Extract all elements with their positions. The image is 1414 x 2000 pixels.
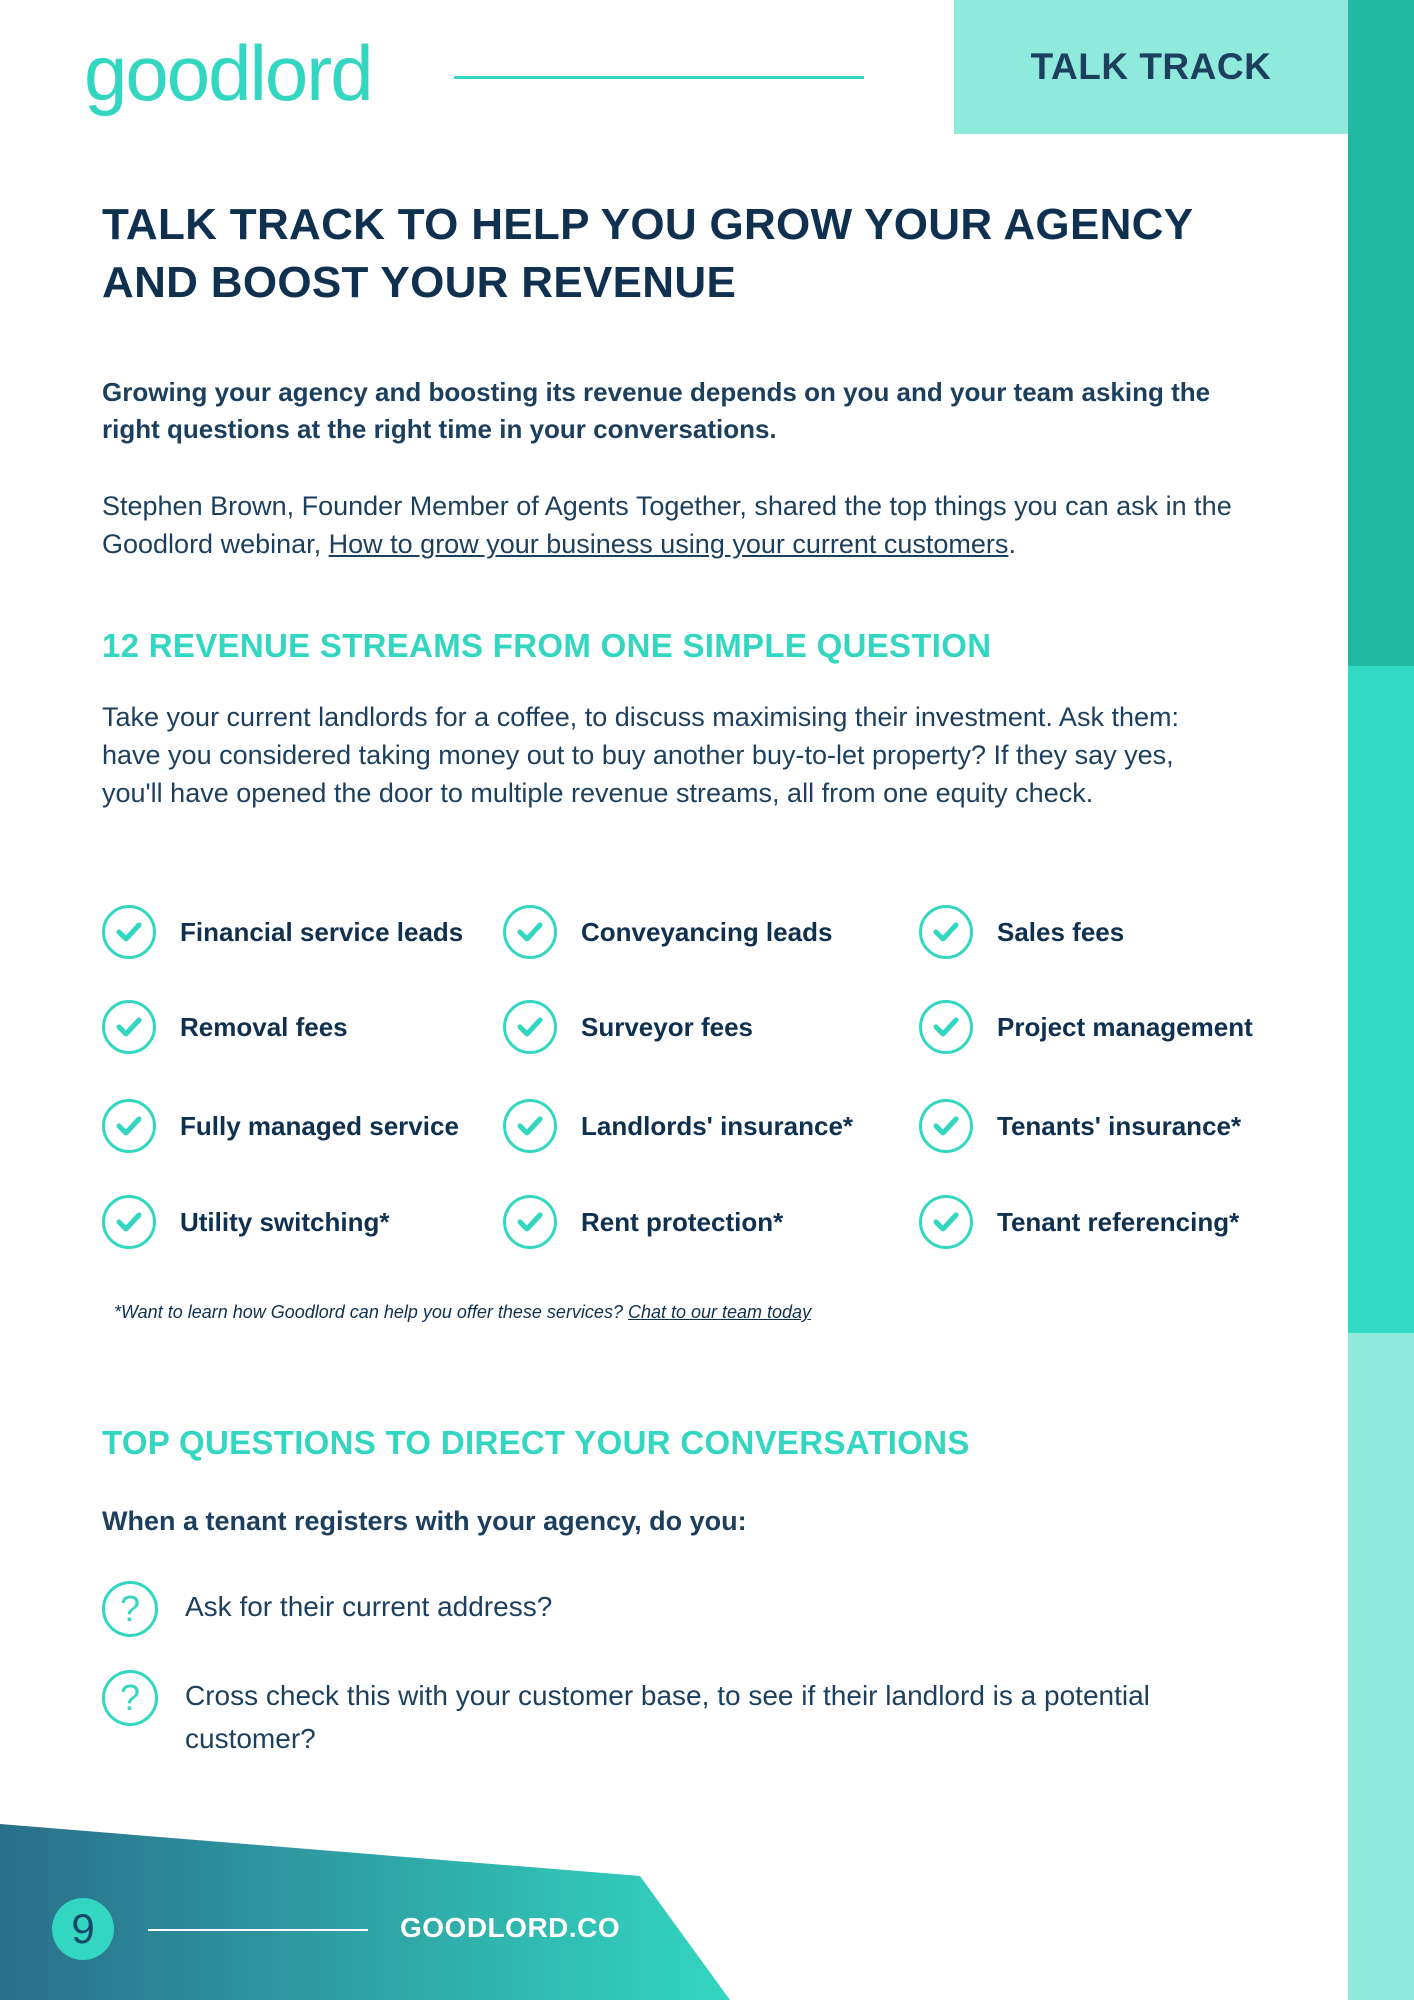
stream-item (919, 903, 1124, 961)
chat-to-team-link[interactable]: Chat to our team today (627, 1302, 812, 1322)
question-circle-icon: ? (102, 1670, 158, 1726)
intro-paragraph (102, 487, 1272, 563)
footnote-text: *Want to learn how Goodlord can help you offer these services? (114, 1302, 628, 1322)
page-number-badge: 9 (52, 1898, 114, 1960)
intro-lead: Growing your agency and boosting its revenue depends on you and your team asking the right questions at the right time in your conversations. (102, 377, 1211, 444)
check-circle-icon (102, 1000, 156, 1054)
questions-intro: When a tenant registers with your agency, do you: (102, 1506, 747, 1536)
stream-label: Tenants' insurance* (997, 1110, 1242, 1141)
stream-label: Project management (997, 1011, 1253, 1042)
stream-label: Removal fees (180, 1011, 348, 1042)
stream-label: Tenant referencing* (997, 1206, 1240, 1237)
side-strip-bottom (1348, 1333, 1414, 2000)
stream-label: Financial service leads (180, 916, 464, 947)
stream-item (102, 1097, 459, 1155)
stream-item (503, 903, 832, 961)
question-item (102, 1670, 1252, 1760)
intro-text-end: . (1008, 529, 1016, 559)
stream-label: Landlords' insurance* (581, 1110, 854, 1141)
revenue-streams-heading: 12 REVENUE STREAMS FROM ONE SIMPLE QUESTION (102, 627, 992, 664)
section-tab-label: TALK TRACK (1030, 46, 1272, 87)
check-circle-icon (102, 1195, 156, 1249)
check-circle-icon (919, 1195, 973, 1249)
check-circle-icon (503, 1195, 557, 1249)
section-tab (954, 0, 1348, 134)
revenue-streams-description: Take your current landlords for a coffee, to discuss maximising their investment. Ask them: have you considered taking money out to buy another buy-to-let property? If they say yes, you'll have opened the door to multiple revenue streams, all from one equity check. (102, 702, 1179, 808)
footer-divider (148, 1929, 368, 1931)
stream-label: Sales fees (997, 916, 1125, 947)
question-item (102, 1581, 1252, 1637)
side-strip-top (1348, 0, 1414, 666)
stream-label: Fully managed service (180, 1110, 459, 1141)
check-circle-icon (503, 905, 557, 959)
footer-website-link[interactable]: GOODLORD.CO (400, 1912, 621, 1943)
stream-item (919, 998, 1253, 1056)
stream-item (919, 1097, 1241, 1155)
stream-item (503, 1097, 853, 1155)
stream-item (102, 903, 463, 961)
check-circle-icon (503, 1000, 557, 1054)
check-circle-icon (919, 1099, 973, 1153)
check-circle-icon (919, 905, 973, 959)
question-circle-icon: ? (102, 1581, 158, 1637)
goodlord-logo[interactable]: goodlord (84, 29, 372, 117)
side-strip-middle (1348, 666, 1414, 1333)
check-circle-icon (102, 905, 156, 959)
stream-item (503, 1193, 783, 1251)
check-circle-icon (503, 1099, 557, 1153)
top-questions-heading: TOP QUESTIONS TO DIRECT YOUR CONVERSATIONS (102, 1424, 970, 1461)
check-circle-icon (919, 1000, 973, 1054)
stream-label: Surveyor fees (581, 1011, 753, 1042)
question-text: Cross check this with your customer base, to see if their landlord is a potential customer? (185, 1680, 1150, 1754)
stream-label: Rent protection* (581, 1206, 784, 1237)
intro-text: Stephen Brown, Founder Member of Agents Together, shared the top things you can ask in the Goodlord webinar, (102, 491, 1232, 559)
page-title: TALK TRACK TO HELP YOU GROW YOUR AGENCY AND BOOST YOUR REVENUE (102, 200, 1193, 307)
stream-item (919, 1193, 1239, 1251)
stream-label: Conveyancing leads (581, 916, 833, 947)
stream-item (102, 1193, 389, 1251)
stream-item (503, 998, 753, 1056)
stream-label: Utility switching* (180, 1206, 390, 1237)
services-footnote (114, 1302, 811, 1323)
stream-item (102, 998, 348, 1056)
question-text: Ask for their current address? (185, 1591, 553, 1622)
header-divider (454, 76, 864, 79)
webinar-link[interactable]: How to grow your business using your current customers (328, 529, 1009, 559)
check-circle-icon (102, 1099, 156, 1153)
